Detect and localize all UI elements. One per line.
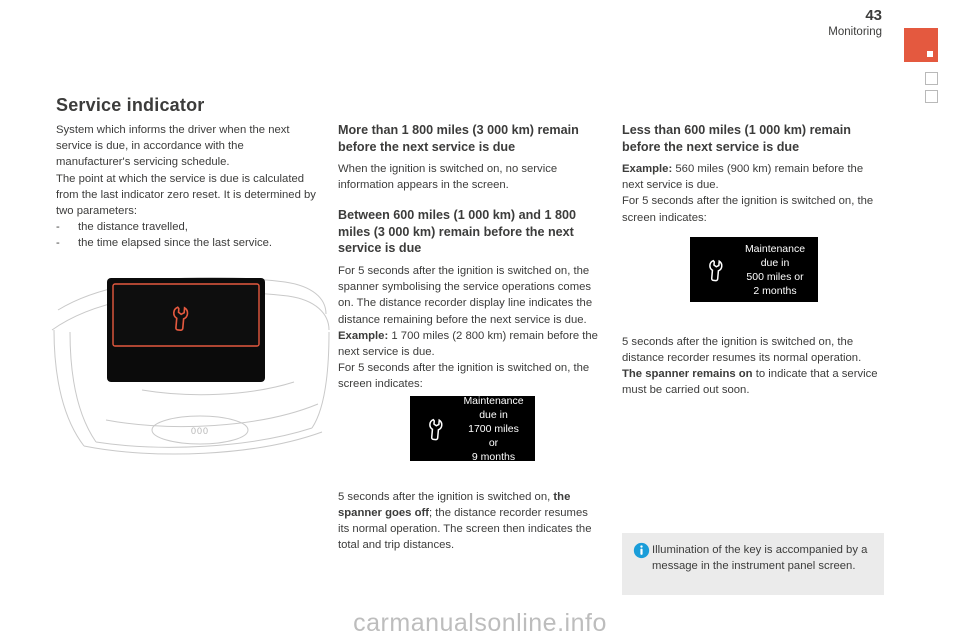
dashboard-illustration — [50, 270, 330, 460]
heading-between-600-1800: Between 600 miles (1 000 km) and 1 800 miles (3 000 km) remain before the next service is due — [338, 208, 577, 256]
marker-box-top — [925, 72, 938, 85]
info-note — [622, 533, 884, 595]
intro-paragraph-2: The point at which the service is due is calculated from the last indicator zero reset. It is determined by two parameters: — [56, 172, 316, 218]
paragraph-spanner-goes-off-a: 5 seconds after the ignition is switched on, — [338, 490, 554, 503]
spanner-icon-illustration — [167, 303, 197, 338]
paragraph-screen-indicates-right: For 5 seconds after the ignition is switched on, the screen indicates: — [622, 195, 874, 224]
list-item-label: the distance travelled, — [78, 221, 188, 234]
paragraph-spanner-remains-a: 5 seconds after the ignition is switched on, the distance recorder resumes its normal operation. — [622, 335, 862, 365]
paragraph-spanner-goes-off-b: ; the distance recorder resumes its normal operation. The screen then indicates the total and trip distances. — [338, 506, 592, 552]
screen-message — [463, 394, 534, 464]
heading-less-than-600: Less than 600 miles (1 000 km) remain before the next service is due — [622, 123, 851, 154]
paragraph-spanner-goes-off — [338, 489, 600, 554]
example-text: 1 700 miles (2 800 km) remain before the next service is due. — [338, 329, 598, 358]
list-item — [56, 219, 318, 235]
paragraph-spanner-remains-b: to indicate that a service must be carried out soon. — [622, 368, 878, 397]
example-text: 560 miles (900 km) remain before the next service is due. — [622, 163, 864, 192]
spanner-icon — [411, 416, 463, 442]
screen-line-3: 2 months — [753, 284, 797, 297]
page-number: 43 — [865, 7, 882, 24]
display-screen-maintenance-500 — [690, 237, 818, 302]
heading-more-than-1800: More than 1 800 miles (3 000 km) remain before the next service is due — [338, 123, 579, 154]
svg-text:000: 000 — [190, 426, 210, 436]
paragraph-spanner-remains-on — [622, 334, 884, 399]
paragraph-screen-indicates: For 5 seconds after the ignition is switched on, the screen indicates: — [338, 362, 590, 391]
paragraph-example-560 — [622, 161, 884, 193]
intro-paragraph-1: System which informs the driver when the next service is due, in accordance with the manufacturer's servicing schedule. — [56, 124, 290, 169]
spanner-goes-off-bold: the spanner goes off — [338, 490, 571, 519]
screen-line-3: 9 months — [471, 450, 516, 463]
column-middle — [338, 122, 600, 553]
example-label: Example: — [622, 163, 673, 175]
screen-message — [743, 242, 817, 298]
screen-line-2: 500 miles or — [746, 270, 804, 283]
marker-box-bottom — [925, 90, 938, 103]
example-label: Example: — [338, 329, 389, 342]
screen-line-1: Maintenance due in — [463, 394, 524, 421]
list-item — [56, 235, 318, 251]
bullet-dash: - — [56, 237, 60, 250]
screen-line-2: 1700 miles or — [468, 422, 519, 449]
paragraph-no-service-info: When the ignition is switched on, no service information appears in the screen. — [338, 163, 558, 192]
info-note-text: Illumination of the key is accompanied by a message in the instrument panel screen. — [652, 544, 868, 573]
spanner-icon — [691, 257, 743, 283]
paragraph-example-1700 — [338, 328, 600, 360]
spanner-remains-on-bold: The spanner remains on — [622, 368, 753, 381]
column-left — [56, 122, 318, 252]
header-accent-square — [904, 28, 938, 62]
page-title: Service indicator — [56, 95, 205, 115]
info-icon — [630, 542, 652, 586]
bullet-dash: - — [56, 221, 60, 234]
list-item-label: the time elapsed since the last service. — [78, 237, 273, 250]
display-screen-maintenance-1700 — [410, 396, 535, 461]
screen-line-1: Maintenance due in — [744, 242, 806, 269]
section-name: Monitoring — [828, 26, 882, 38]
watermark: carmanualsonline.info — [353, 609, 607, 637]
paragraph-spanner-comes-on: For 5 seconds after the ignition is switched on, the spanner symbolising the service operations comes on. The distance recorder display line indicates the distance remaining before the next service is due. — [338, 264, 593, 326]
